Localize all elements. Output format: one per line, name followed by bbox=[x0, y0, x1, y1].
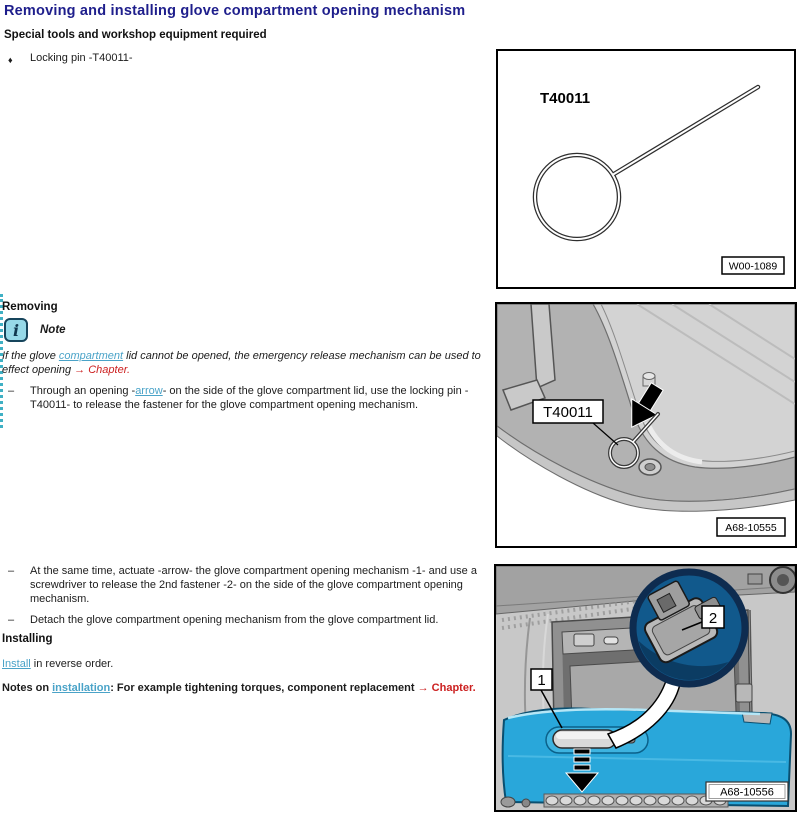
step1-text-a: Through an opening - bbox=[30, 385, 136, 397]
notes-text-b: : For example tightening torques, component replacement bbox=[110, 682, 418, 694]
tools-heading: Special tools and workshop equipment required bbox=[4, 29, 267, 41]
figure-locking-pin-tool bbox=[496, 49, 796, 289]
dash-marker: – bbox=[8, 614, 15, 626]
step-item bbox=[8, 384, 478, 412]
figure-code: W00-1089 bbox=[728, 260, 778, 273]
zoom-detail-circle bbox=[631, 568, 745, 685]
diamond-bullet-icon: ♦ bbox=[8, 55, 13, 65]
tool-list-item bbox=[8, 51, 478, 67]
step-item bbox=[8, 564, 482, 606]
dash-marker: – bbox=[8, 385, 15, 397]
figure-code: A68-10555 bbox=[725, 522, 777, 534]
dash-marker: – bbox=[8, 565, 15, 577]
chapter-reference: → Chapter. bbox=[74, 364, 131, 376]
install-link[interactable]: Install bbox=[2, 658, 31, 670]
tool-number-label: T40011 bbox=[540, 90, 591, 107]
note-text-1: If the glove bbox=[2, 350, 59, 362]
arrow-link[interactable]: arrow bbox=[135, 385, 163, 397]
install-line bbox=[2, 657, 482, 671]
compartment-link[interactable]: compartment bbox=[58, 350, 124, 362]
notes-text-a: Notes on bbox=[2, 682, 53, 694]
note-paragraph bbox=[2, 349, 484, 377]
figure-code: A68-10556 bbox=[720, 786, 774, 799]
note-label: Note bbox=[40, 324, 66, 336]
callout-1: 1 bbox=[537, 672, 546, 689]
note-text-2: lid cannot be opened, the emergency release mechanism can be used to effect opening bbox=[2, 350, 481, 376]
chapter-reference: → Chapter. bbox=[417, 682, 476, 694]
installing-heading: Installing bbox=[2, 633, 53, 645]
step-text bbox=[30, 384, 478, 412]
tool-item-text: Locking pin -T40011- bbox=[30, 52, 133, 64]
page-title: Removing and installing glove compartment opening mechanism bbox=[4, 3, 466, 19]
step-text: At the same time, actuate -arrow- the glove compartment opening mechanism -1- and use a screwdriver to release the 2nd fastener -2- on the side of the glove compartment opening mechanism. bbox=[30, 565, 477, 605]
lid-corner-illustration bbox=[497, 304, 795, 546]
callout-2: 2 bbox=[708, 610, 718, 627]
locking-pin-illustration bbox=[498, 51, 794, 287]
tool-number-label: T40011 bbox=[543, 404, 593, 421]
removing-heading: Removing bbox=[2, 301, 58, 313]
figure-lid-release-opening bbox=[495, 302, 797, 548]
step-item bbox=[8, 613, 482, 627]
opening-mechanism-illustration bbox=[496, 566, 795, 810]
step-text: Detach the glove compartment opening mechanism from the glove compartment lid. bbox=[30, 614, 439, 626]
install-rest: in reverse order. bbox=[30, 658, 114, 670]
info-icon: i bbox=[4, 318, 28, 342]
notes-line bbox=[2, 681, 494, 695]
figure-opening-mechanism bbox=[494, 564, 797, 812]
step1-text-b: - on the side of the glove compartment lid, use the locking pin -T40011- to release the fastener for the glove compartment opening mechanism. bbox=[30, 385, 469, 411]
installation-link[interactable]: installation bbox=[52, 682, 111, 694]
